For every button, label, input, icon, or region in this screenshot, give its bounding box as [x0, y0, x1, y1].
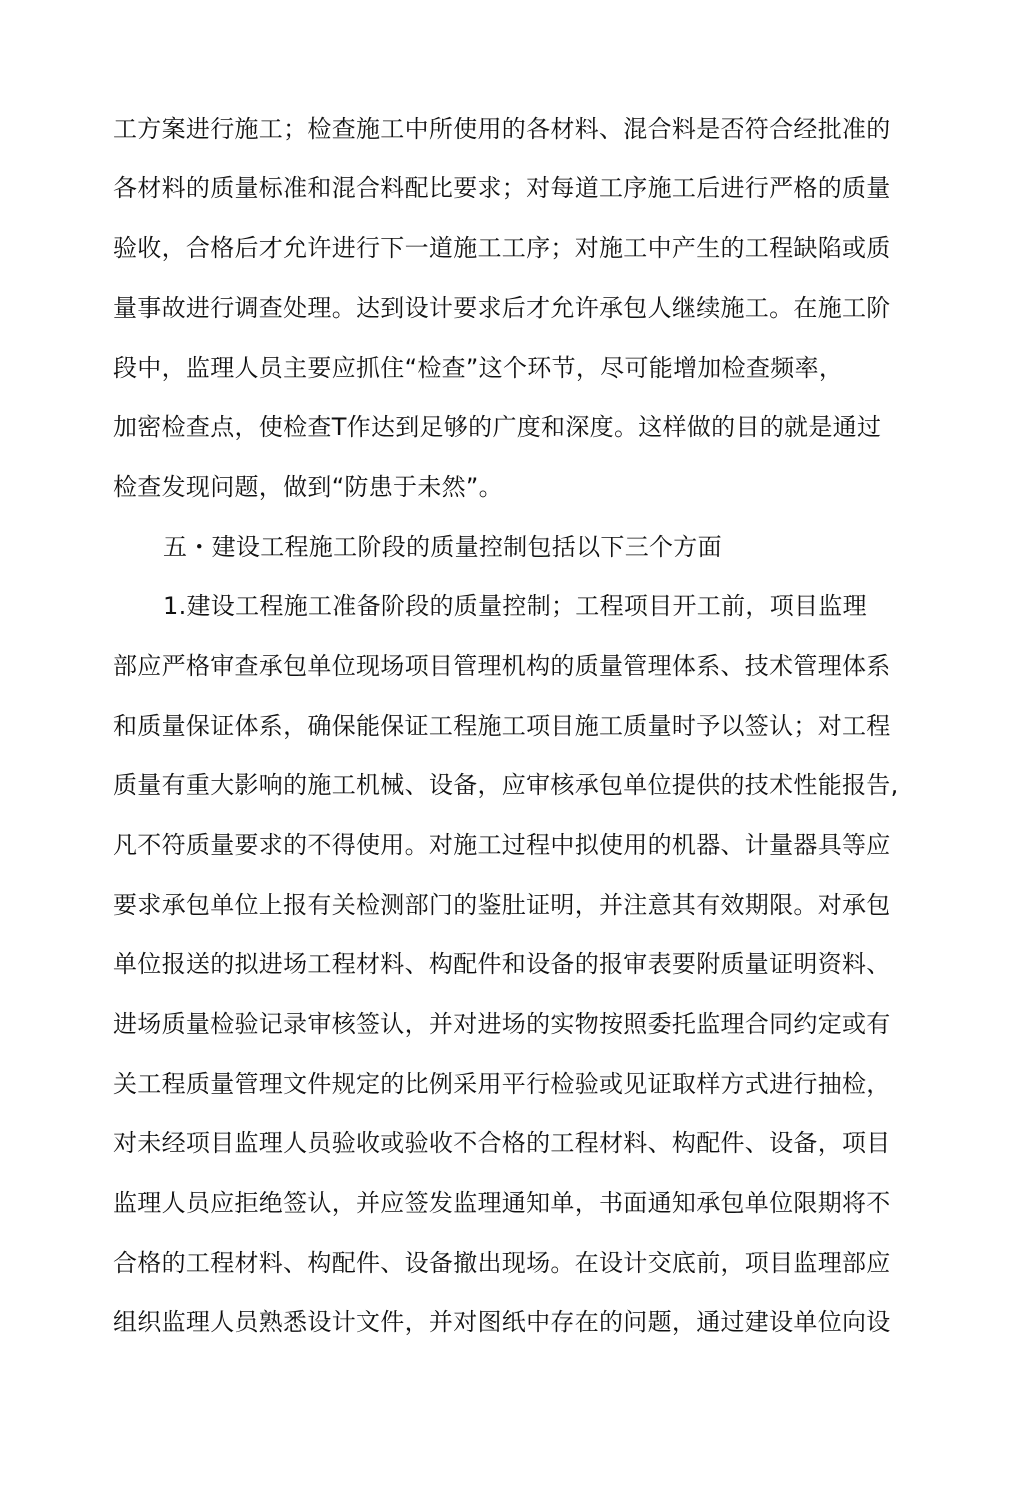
text-line: 加密检查点，使检查T作达到足够的广度和深度。这样做的目的就是通过: [113, 413, 882, 441]
text-line: 组织监理人员熟悉设计文件，并对图纸中存在的问题，通过建设单位向设: [113, 1308, 891, 1336]
text-line: 检查发现问题，做到“防患于未然”。: [113, 473, 503, 501]
text-line: 单位报送的拟进场工程材料、构配件和设备的报审表要附质量证明资料、: [113, 950, 891, 978]
text-line: 验收，合格后才允许进行下一道施工工序；对施工中产生的工程缺陷或质: [113, 234, 891, 262]
text-line: 段中，监理人员主要应抓住“检查”这个环节，尽可能增加检查频率，: [113, 354, 844, 382]
text-line: 合格的工程材料、构配件、设备撤出现场。在设计交底前，项目监理部应: [113, 1249, 891, 1277]
text-line: 关工程质量管理文件规定的比例采用平行检验或见证取样方式进行抽检，: [113, 1070, 891, 1098]
text-line: 工方案进行施工；检查施工中所使用的各材料、混合料是否符合经批准的: [113, 115, 891, 143]
text-line: 1.建设工程施工准备阶段的质量控制；工程项目开工前，项目监理: [163, 592, 867, 620]
text-line: 对未经项目监理人员验收或验收不合格的工程材料、构配件、设备，项目: [113, 1129, 891, 1157]
text-line: 进场质量检验记录审核签认，并对进场的实物按照委托监理合同约定或有: [113, 1010, 891, 1038]
text-line: 各材料的质量标准和混合料配比要求；对每道工序施工后进行严格的质量: [113, 174, 891, 202]
text-line: 凡不符质量要求的不得使用。对施工过程中拟使用的机器、计量器具等应: [113, 831, 891, 859]
text-line: 质量有重大影响的施工机械、设备，应审核承包单位提供的技术性能报告,: [113, 771, 899, 799]
text-line: 和质量保证体系，确保能保证工程施工项目施工质量时予以签认；对工程: [113, 712, 891, 740]
text-line: 部应严格审查承包单位现场项目管理机构的质量管理体系、技术管理体系: [113, 652, 891, 680]
text-line: 要求承包单位上报有关检测部门的鉴肚证明，并注意其有效期限。对承包: [113, 891, 891, 919]
text-line: 量事故进行调查处理。达到设计要求后才允许承包人继续施工。在施工阶: [113, 294, 891, 322]
text-line: 监理人员应拒绝签认，并应签发监理通知单，书面通知承包单位限期将不: [113, 1189, 891, 1217]
section-heading: 五・建设工程施工阶段的质量控制包括以下三个方面: [163, 533, 722, 561]
